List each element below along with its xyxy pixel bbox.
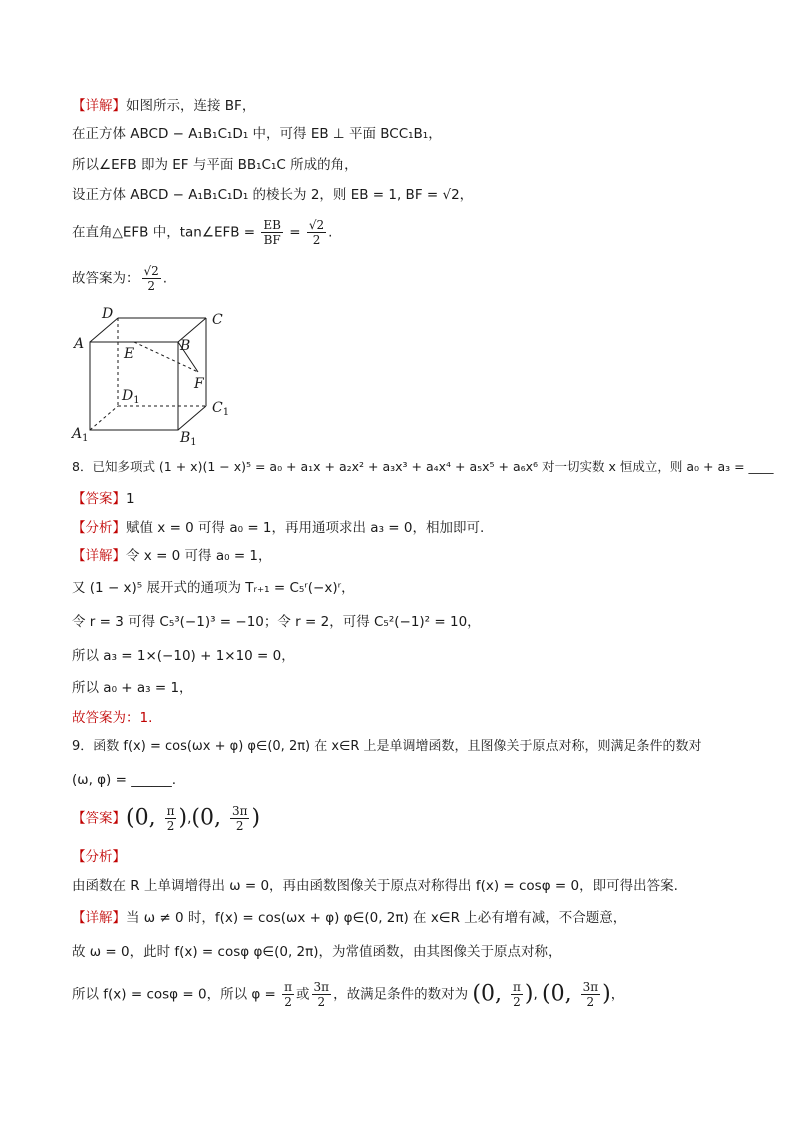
line-text: 令 r = 3 可得 C₅³(−1)³ = −10；令 r = 2，可得 C₅²(−1)² = 10， <box>72 614 481 630</box>
question-8 <box>72 457 774 477</box>
line-text: ， <box>610 986 625 1003</box>
edge-b1-c1 <box>178 406 206 430</box>
question-9-cont <box>72 770 176 790</box>
detail-9 <box>72 908 626 928</box>
detail-tag: 【详解】 <box>72 910 126 926</box>
detail-tag: 【详解】 <box>72 548 126 564</box>
line-3 <box>72 155 358 175</box>
frac-num: π <box>284 980 293 994</box>
line-text: 故答案为：1. <box>72 710 153 726</box>
line-12 <box>72 578 355 598</box>
answer-8 <box>72 489 135 509</box>
paren-open: (0, <box>191 805 228 831</box>
line-21 <box>72 876 678 896</box>
paren-open: (0, <box>126 805 163 831</box>
cube-figure <box>66 306 246 446</box>
fraction-3pi-2 <box>581 980 601 1009</box>
line-text: 8．已知多项式 (1 + x)(1 − x)⁵ = a₀ + a₁x + a₂x² + a₃x³ + a₄x⁴ + a₅x⁵ + a₆x⁶ 对一切实数 x 恒成立，则 a₀ + a₃ = ____ <box>72 459 774 474</box>
edge-a1-d1 <box>90 406 118 430</box>
paren-close: ) <box>178 805 188 831</box>
line-2 <box>72 124 442 144</box>
answer-9 <box>72 804 260 833</box>
fraction-answer <box>142 264 161 293</box>
frac-num: π <box>512 980 521 994</box>
frac-num: 3π <box>313 980 330 994</box>
fraction-pi-2 <box>282 980 294 1009</box>
separator: , <box>533 986 543 1003</box>
question-9 <box>72 737 702 757</box>
line-text: 所以 a₀ + a₃ = 1， <box>72 680 193 696</box>
fraction-eb-bf <box>261 218 283 247</box>
line-text: 所以∠EFB 即为 EF 与平面 BB₁C₁C 所成的角， <box>72 157 358 173</box>
line-text: (ω, φ) = ______. <box>72 772 177 788</box>
line-text: 又 (1 − x)⁵ 展开式的通项为 Tᵣ₊₁ = C₅ʳ(−x)ʳ， <box>72 580 355 596</box>
line-15 <box>72 678 193 698</box>
frac-den: 2 <box>147 279 155 293</box>
label-e: E <box>124 346 135 362</box>
line-text: ，故满足条件的数对为 <box>333 986 473 1003</box>
frac-num: EB <box>263 218 281 232</box>
label-b: B <box>180 338 191 354</box>
line-text: 1 <box>126 491 135 507</box>
frac-den: 2 <box>586 995 595 1009</box>
frac-den: 2 <box>312 233 321 247</box>
line-text: 赋值 x = 0 可得 a₀ = 1，再用通项求出 a₃ = 0，相加即可. <box>126 520 485 536</box>
paren-close: ) <box>524 981 534 1007</box>
line-text: 如图所示，连接 BF， <box>126 98 256 114</box>
line-text: 所以 a₃ = 1×(−10) + 1×10 = 0， <box>72 648 295 664</box>
detail-8 <box>72 546 272 566</box>
paren-close: ) <box>602 981 611 1007</box>
line-13 <box>72 612 481 632</box>
line-text: 故 ω = 0，此时 f(x) = cosφ φ∈(0, 2π)，为常值函数，由其图像关于原点对称， <box>72 944 562 960</box>
analysis-9 <box>72 847 126 867</box>
frac-den: 2 <box>166 819 175 833</box>
frac-den: BF <box>263 233 281 247</box>
line-text: 当 ω ≠ 0 时，f(x) = cos(ωx + φ) φ∈(0, 2π) 在 x∈R 上必有增有减，不合题意， <box>126 910 627 926</box>
period: . <box>328 224 333 241</box>
line-text: 由函数在 R 上单调增得出 ω = 0，再由函数图像关于原点对称得出 f(x) = cosφ = 0，即可得出答案. <box>72 878 678 894</box>
line-answer-1 <box>72 264 167 293</box>
frac-num: 3π <box>231 804 248 818</box>
frac-num: √2 <box>308 218 325 232</box>
fraction-pi-2 <box>165 804 177 833</box>
paren-open: (0, <box>542 981 579 1007</box>
answer-tag: 【答案】 <box>72 810 126 827</box>
label-f: F <box>194 376 204 392</box>
frac-num: 3π <box>582 980 599 994</box>
frac-den: 2 <box>235 819 244 833</box>
frac-num: π <box>166 804 175 818</box>
frac-den: 2 <box>284 995 292 1009</box>
line-text: 设正方体 ABCD − A₁B₁C₁D₁ 的棱长为 2，则 EB = 1, BF = √2， <box>72 187 474 203</box>
line-detail-1 <box>72 96 255 116</box>
line-text: 所以 f(x) = cosφ = 0，所以 φ = <box>72 986 281 1003</box>
paren-close: ) <box>251 805 261 831</box>
line-text: 令 x = 0 可得 a₀ = 1， <box>126 548 272 564</box>
line-text: 故答案为： <box>72 270 140 287</box>
line-tan <box>72 218 332 247</box>
fraction-sqrt2-2 <box>307 218 326 247</box>
line-text: 在直角△EFB 中，tan∠EFB = <box>72 224 260 241</box>
label-a: A <box>74 336 85 352</box>
fraction-3pi-2 <box>230 804 250 833</box>
line-text: 9．函数 f(x) = cos(ωx + φ) φ∈(0, 2π) 在 x∈R 上是单调增函数，且图像关于原点对称，则满足条件的数对 <box>72 739 702 754</box>
label-d1: $D_1$ <box>122 388 140 406</box>
label-a1: $A_1$ <box>72 426 89 444</box>
separator: , <box>187 810 192 827</box>
line-16 <box>72 708 152 728</box>
answer-tag: 【答案】 <box>72 491 126 507</box>
period: . <box>162 270 168 287</box>
paren-open: (0, <box>472 981 509 1007</box>
label-c1: $C_1$ <box>212 400 230 418</box>
analysis-tag: 【分析】 <box>72 520 126 536</box>
frac-den: 2 <box>317 995 326 1009</box>
label-c: C <box>212 312 223 328</box>
line-text: 或 <box>296 986 310 1003</box>
line-14 <box>72 646 295 666</box>
frac-den: 2 <box>513 995 521 1009</box>
line-4 <box>72 185 473 205</box>
line-23 <box>72 942 562 962</box>
line-24 <box>72 980 624 1009</box>
fraction-pi-2 <box>511 980 523 1009</box>
equals: = <box>284 224 305 241</box>
frac-num: √2 <box>143 264 159 278</box>
analysis-8 <box>72 518 484 538</box>
line-text: 在正方体 ABCD − A₁B₁C₁D₁ 中，可得 EB ⊥ 平面 BCC₁B₁， <box>72 126 442 142</box>
fraction-3pi-2 <box>312 980 332 1009</box>
label-b1: $B_1$ <box>180 430 197 446</box>
label-d: D <box>102 306 114 322</box>
analysis-tag: 【分析】 <box>72 849 126 865</box>
detail-tag: 【详解】 <box>72 98 126 114</box>
